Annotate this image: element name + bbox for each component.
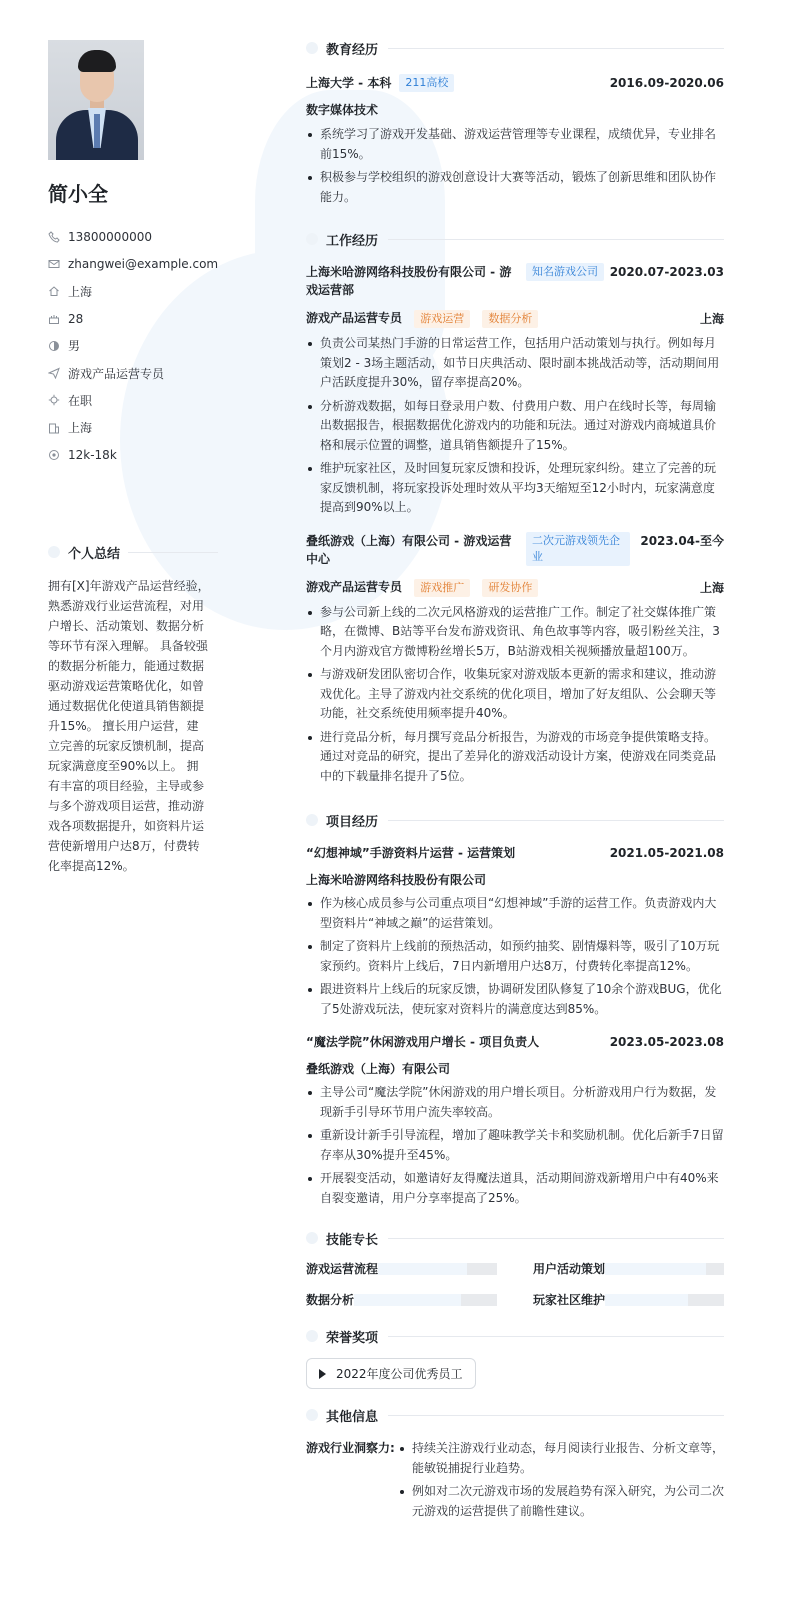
status-value: 在职 <box>68 393 93 408</box>
school-name: 上海大学 - 本科 <box>306 76 392 90</box>
skill-name: 玩家社区维护 <box>533 1293 606 1307</box>
list-item: 进行竞品分析，每月撰写竞品分析报告，为游戏的市场竞争提供策略支持。通过对竞品的研究，提出了差异化的游戏活动设计方案，使游戏在同类竞品中的下载量排名提升了5位。 <box>306 728 724 787</box>
project-company: 叠纸游戏（上海）有限公司 <box>306 1062 451 1076</box>
salary-value: 12k-18k <box>68 448 117 463</box>
list-item: 制定了资料片上线前的预热活动，如预约抽奖、剧情爆料等，吸引了10万玩家预约。资料片上线后，7日内新增用户达8万，付费转化率提高12%。 <box>306 937 724 976</box>
skill-name: 游戏运营流程 <box>306 1262 379 1276</box>
gender-icon <box>48 340 60 352</box>
list-item: 例如对二次元游戏市场的发展趋势有深入研究，为公司二次元游戏的运营提供了前瞻性建议。 <box>398 1482 724 1521</box>
job-city: 上海 <box>699 580 724 595</box>
job-tag: 游戏推广 <box>414 579 470 597</box>
info-phone <box>48 223 218 250</box>
work-section-title: 工作经历 <box>306 229 724 249</box>
target-city-value: 上海 <box>68 421 93 436</box>
skill-item <box>306 1260 497 1277</box>
info-position <box>48 359 218 386</box>
job-date: 2023.04-至今 <box>640 533 724 548</box>
education-bullets <box>306 125 724 207</box>
status-icon <box>48 394 60 406</box>
project-date: 2021.05-2021.08 <box>609 846 724 860</box>
list-item: 重新设计新手引导流程，增加了趣味教学关卡和奖励机制。优化后新手7日留存率从30%提升至45%。 <box>306 1126 724 1165</box>
section-marker-icon <box>306 233 318 245</box>
left-column <box>48 40 218 876</box>
age-icon <box>48 313 60 325</box>
info-gender <box>48 332 218 359</box>
list-item: 作为核心成员参与公司重点项目“幻想神域”手游的运营工作。负责游戏内大型资料片“神域之巅”的运营策划。 <box>306 894 724 933</box>
info-location <box>48 278 218 305</box>
project-name: “幻想神域”手游资料片运营 - 运营策划 <box>306 846 516 860</box>
list-item: 积极参与学校组织的游戏创意设计大赛等活动，锻炼了创新思维和团队协作能力。 <box>306 168 724 207</box>
skill-name: 用户活动策划 <box>533 1262 606 1276</box>
building-icon <box>48 422 60 434</box>
contact-info-list <box>48 223 218 469</box>
skill-bar <box>605 1263 724 1275</box>
gender-value: 男 <box>68 339 81 354</box>
skill-bar <box>605 1294 724 1306</box>
skill-bar <box>354 1294 497 1306</box>
avatar <box>48 40 144 160</box>
company-tag: 二次元游戏领先企业 <box>526 532 630 566</box>
candidate-name: 简小全 <box>48 182 108 206</box>
job-bullets <box>306 334 724 518</box>
other-section-title: 其他信息 <box>306 1405 724 1425</box>
job-date: 2020.07-2023.03 <box>609 265 724 279</box>
list-item: 分析游戏数据，如每日登录用户数、付费用户数、用户在线时长等，每周输出数据报告，根据数据优化游戏内的功能和玩法。通过对游戏内商城道具价格和展示位置的调整，道具销售额提升了15%。 <box>306 397 724 456</box>
award-item[interactable] <box>306 1358 476 1389</box>
list-item: 系统学习了游戏开发基础、游戏运营管理等专业课程，成绩优异，专业排名前15%。 <box>306 125 724 164</box>
info-email <box>48 250 218 277</box>
job-role: 游戏产品运营专员 <box>306 579 403 594</box>
section-marker-icon <box>306 1232 318 1244</box>
skills-section-title: 技能专长 <box>306 1228 724 1248</box>
salary-icon <box>48 449 60 461</box>
company-tag: 知名游戏公司 <box>526 263 604 281</box>
other-bullets <box>398 1439 724 1525</box>
job-tag: 数据分析 <box>482 310 538 328</box>
section-marker-icon <box>306 1409 318 1421</box>
project-name: “魔法学院”休闲游戏用户增长 - 项目负责人 <box>306 1035 540 1049</box>
list-item: 开展裂变活动，如邀请好友得魔法道具，活动期间游戏新增用户中有40%来自裂变邀请，用户分享率提高了25%。 <box>306 1169 724 1208</box>
education-section-title: 教育经历 <box>306 38 724 58</box>
award-label: 2022年度公司优秀员工 <box>336 1367 463 1381</box>
skill-item <box>533 1260 724 1277</box>
project-company: 上海米哈游网络科技股份有限公司 <box>306 873 487 887</box>
age-value: 28 <box>68 311 84 326</box>
education-date: 2016.09-2020.06 <box>609 76 724 90</box>
skill-name: 数据分析 <box>306 1293 355 1307</box>
section-marker-icon <box>306 814 318 826</box>
project-date: 2023.05-2023.08 <box>609 1035 724 1049</box>
job-tag: 研发协作 <box>482 579 538 597</box>
home-icon <box>48 285 60 297</box>
skills-grid <box>306 1260 724 1308</box>
summary-text: 拥有[X]年游戏产品运营经验，熟悉游戏行业运营流程，对用户增长、活动策划、数据分析等环节有深入理解。 具备较强的数据分析能力，能通过数据驱动游戏运营策略优化，如曾通过数据优化使道具销售额提升15%。 擅长用户运营，建立完善的玩家反馈机制，提高玩家满意度至90%以上。 拥有丰富的项目经验，主导或参与多个游戏项目运营，推动游戏各项数据提升，如资料片运营使新增用户达8万，付费转化率提高12%。 <box>48 578 210 873</box>
location-value: 上海 <box>68 284 93 299</box>
education-entry <box>306 74 724 207</box>
other-label: 游戏行业洞察力: <box>306 1441 395 1455</box>
school-tag: 211高校 <box>399 74 454 92</box>
awards-section-title: 荣誉奖项 <box>306 1326 724 1346</box>
play-icon <box>319 1369 326 1379</box>
company-name: 上海米哈游网络科技股份有限公司 - 游戏运营部 <box>306 265 512 297</box>
list-item: 负责公司某热门手游的日常运营工作，包括用户活动策划与执行。例如每月策划2 - 3场主题活动，如节日庆典活动、限时副本挑战活动等，活动期间用户活跃度提升30%，留存率提高20%。 <box>306 334 724 393</box>
job-role: 游戏产品运营专员 <box>306 311 403 325</box>
section-marker-icon <box>306 42 318 54</box>
job-entry <box>306 532 724 787</box>
list-item: 与游戏研发团队密切合作，收集玩家对游戏版本更新的需求和建议，推动游戏优化。主导了游戏内社交系统的优化项目，增加了好友组队、公会聊天等功能，社交系统使用频率提升40%。 <box>306 665 724 724</box>
project-bullets <box>306 1083 724 1208</box>
section-marker-icon <box>48 546 60 558</box>
projects-section-title: 项目经历 <box>306 810 724 830</box>
other-info-row <box>306 1439 724 1525</box>
phone-icon <box>48 231 60 243</box>
phone-value: 13800000000 <box>68 229 152 244</box>
project-bullets <box>306 894 724 1019</box>
list-item: 主导公司“魔法学院”休闲游戏的用户增长项目。分析游戏用户行为数据，发现新手引导环节用户流失率较高。 <box>306 1083 724 1122</box>
mail-icon <box>48 258 60 270</box>
list-item: 持续关注游戏行业动态，每月阅读行业报告、分析文章等，能敏锐捕捉行业趋势。 <box>398 1439 724 1478</box>
position-value: 游戏产品运营专员 <box>68 366 165 381</box>
summary-section-title: 个人总结 <box>48 543 218 562</box>
section-marker-icon <box>306 1330 318 1342</box>
project-entry <box>306 1033 724 1208</box>
right-column <box>306 38 724 1525</box>
job-entry <box>306 263 724 518</box>
list-item: 参与公司新上线的二次元风格游戏的运营推广工作。制定了社交媒体推广策略，在微博、B站等平台发布游戏资讯、角色故事等内容，吸引粉丝关注，3个月内游戏官方微博粉丝增长5万，B站游戏相关视频播放量超100万。 <box>306 603 724 662</box>
major: 数字媒体技术 <box>306 103 379 117</box>
info-target-city <box>48 414 218 441</box>
job-tag: 游戏运营 <box>414 310 470 328</box>
info-status <box>48 387 218 414</box>
send-icon <box>48 367 60 379</box>
skill-item <box>306 1291 497 1308</box>
job-city: 上海 <box>699 312 724 326</box>
project-entry <box>306 844 724 1019</box>
email-value: zhangwei@example.com <box>68 256 219 271</box>
list-item: 维护玩家社区，及时回复玩家反馈和投诉，处理玩家纠纷。建立了完善的玩家反馈机制，将玩家投诉处理时效从平均3天缩短至12小时内，玩家满意度提高到90%以上。 <box>306 459 724 518</box>
job-bullets <box>306 603 724 787</box>
skill-bar <box>378 1263 497 1275</box>
info-age <box>48 305 218 332</box>
skill-item <box>533 1291 724 1308</box>
info-salary <box>48 441 218 468</box>
list-item: 跟进资料片上线后的玩家反馈，协调研发团队修复了10余个游戏BUG，优化了5处游戏玩法，使玩家对资料片的满意度达到85%。 <box>306 980 724 1019</box>
company-name: 叠纸游戏（上海）有限公司 - 游戏运营中心 <box>306 533 512 566</box>
